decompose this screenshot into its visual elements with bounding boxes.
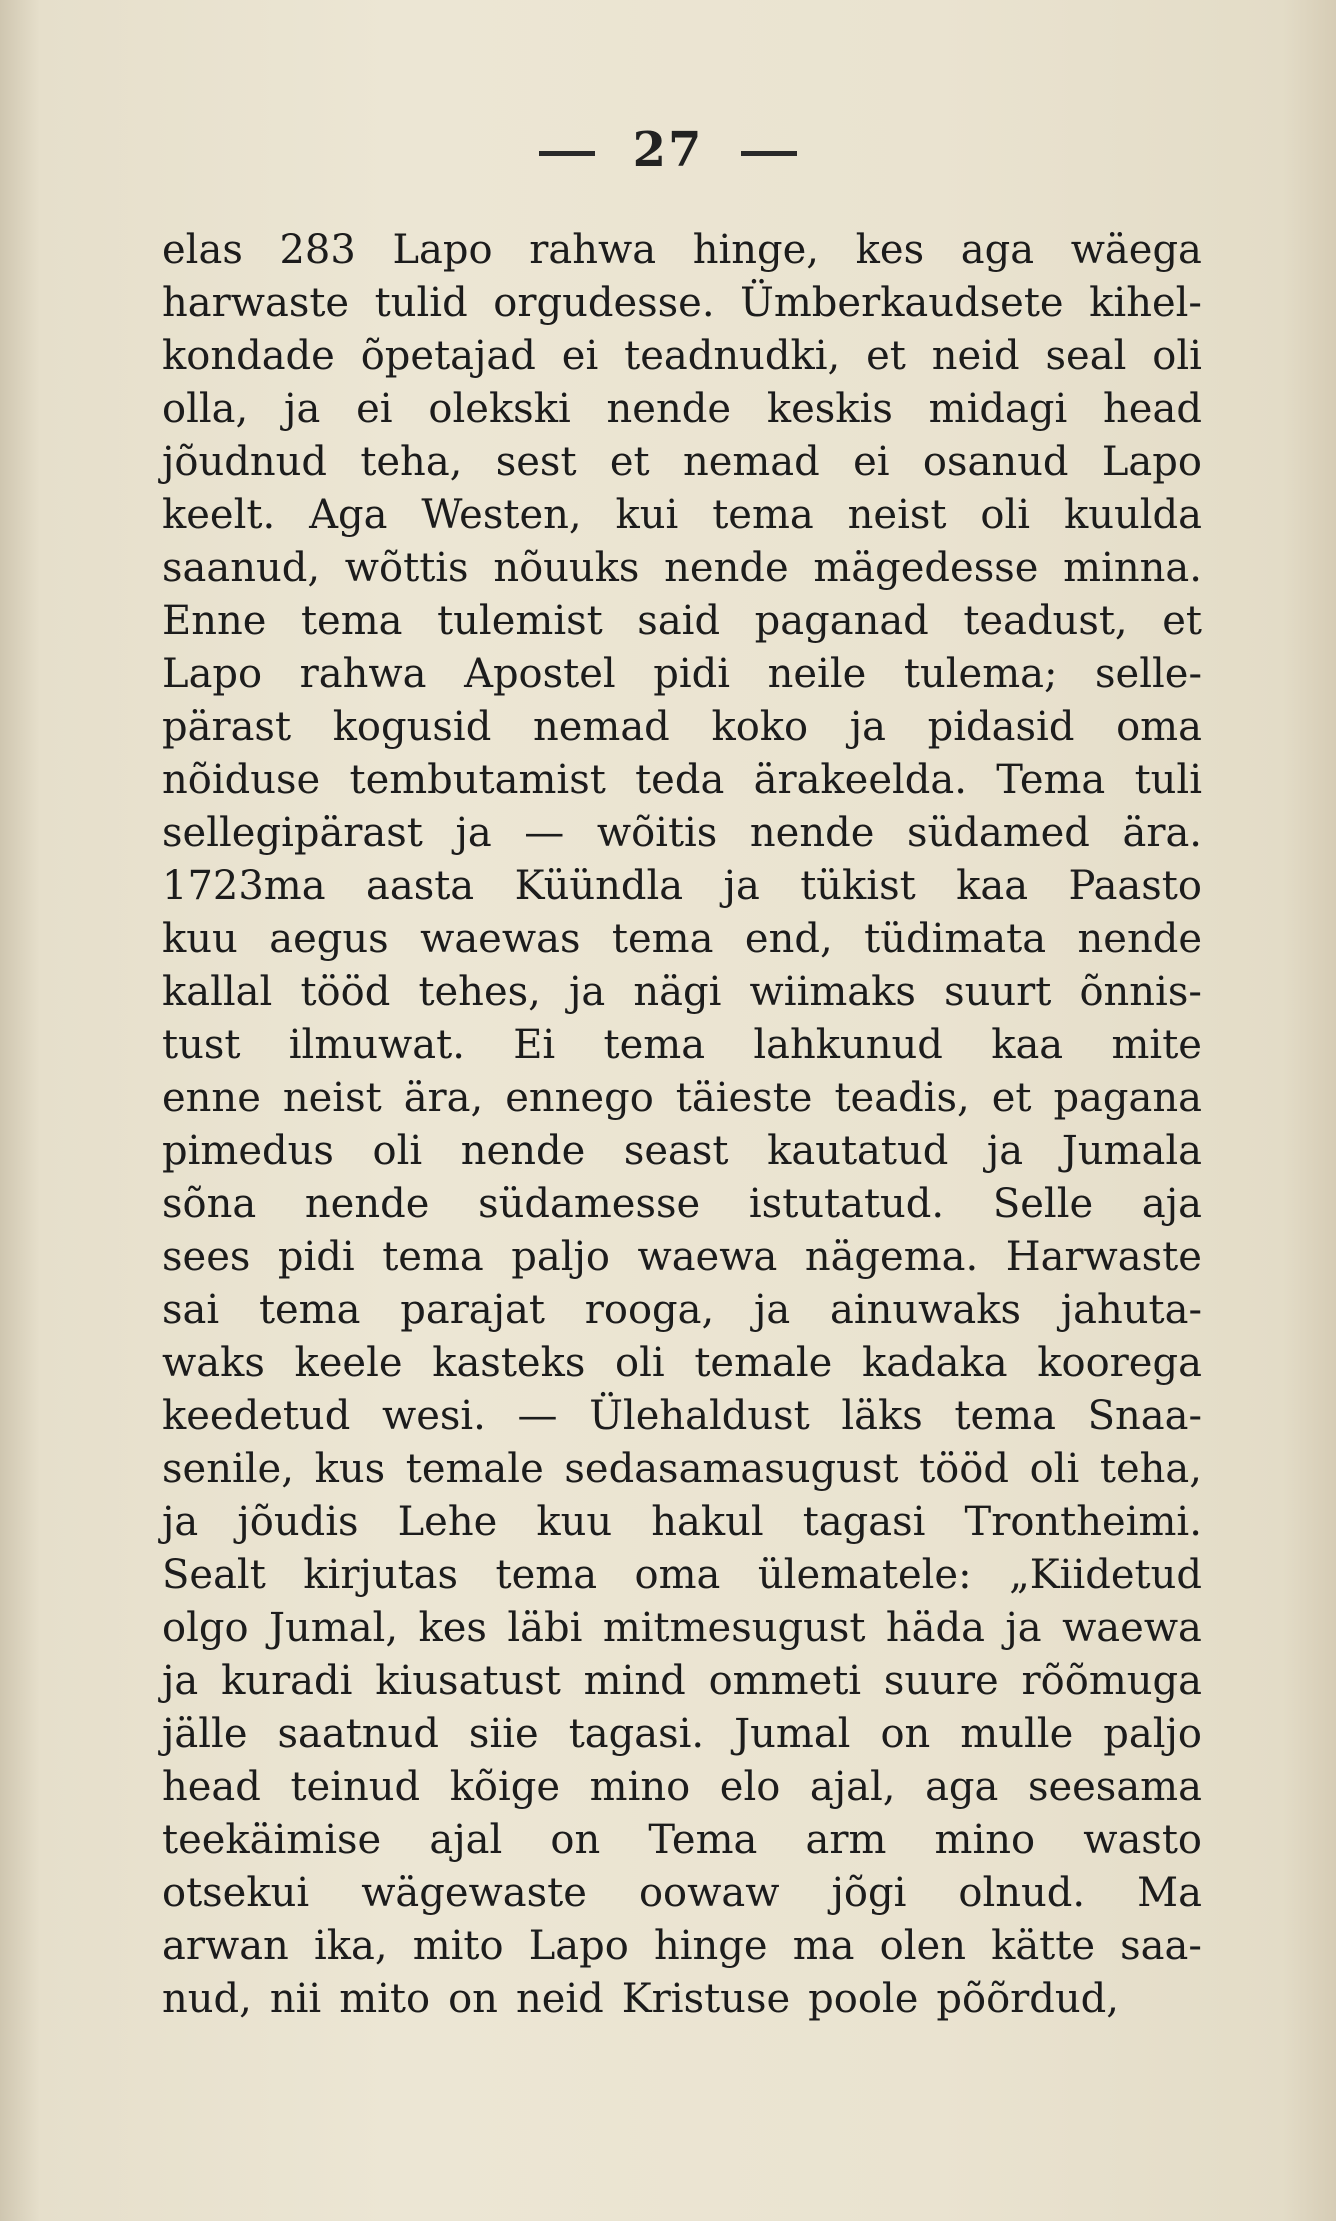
word: täieste [675, 1075, 813, 1121]
word: õpetajad [360, 333, 536, 379]
word: Ümberkaudsete [740, 280, 1064, 326]
word: kes [418, 1605, 487, 1651]
word: wäega [1070, 227, 1202, 273]
word: arm [805, 1817, 887, 1863]
word: Tema [996, 757, 1106, 803]
word: tulid [374, 280, 468, 326]
text-line [162, 860, 1202, 913]
word: tagasi. [568, 1711, 705, 1757]
word: waewas [420, 916, 581, 962]
word: kaa [956, 863, 1029, 909]
word: nägi [633, 969, 722, 1015]
word: Tema [648, 1817, 758, 1863]
word: olla, [162, 386, 249, 432]
word: enne [162, 1075, 261, 1121]
word: ommeti [708, 1658, 862, 1704]
word: pärast [162, 704, 292, 750]
word: kirjutas [303, 1552, 459, 1598]
word: Jumal, [268, 1605, 399, 1651]
word: Sealt [162, 1552, 266, 1598]
word: head [1103, 386, 1202, 432]
text-line [162, 1761, 1202, 1814]
word: ära, [403, 1075, 484, 1121]
word: on [550, 1817, 601, 1863]
word: wägewaste [361, 1870, 587, 1916]
word: Jumal [734, 1711, 851, 1757]
word: wõttis [344, 545, 469, 591]
word: kuu [162, 916, 238, 962]
word: tema [495, 1552, 598, 1598]
word: nemad [682, 439, 820, 485]
word: Enne [162, 598, 267, 644]
word: waewa [637, 1234, 778, 1280]
word: tema [603, 1022, 706, 1068]
text-line [162, 542, 1202, 595]
text-line [162, 966, 1202, 1019]
word: kallal [162, 969, 273, 1015]
word: Ei [513, 1022, 556, 1068]
word: oli [1152, 333, 1202, 379]
page-header [0, 122, 1336, 178]
word: teha, [1099, 1446, 1202, 1492]
word: läbi [507, 1605, 583, 1651]
word: midagi [928, 386, 1068, 432]
word: et [991, 1075, 1032, 1121]
word: et [609, 439, 650, 485]
word: suurt [944, 969, 1052, 1015]
word: — [524, 810, 565, 856]
word: elas [162, 227, 243, 273]
word: kiusatust [375, 1658, 561, 1704]
word: nende [304, 1181, 430, 1227]
word: harwaste [162, 280, 350, 326]
word: teekäimise [162, 1817, 382, 1863]
word: oma [1116, 704, 1202, 750]
word: seal [1045, 333, 1127, 379]
word: nende [1077, 916, 1202, 962]
word: tema [954, 1393, 1056, 1439]
word: südamed [906, 810, 1090, 856]
word: rahwa [299, 651, 427, 697]
word: Kristuse [621, 1976, 791, 2022]
word: kihel- [1089, 280, 1202, 326]
word: hakul [651, 1499, 764, 1545]
word: oma [634, 1552, 721, 1598]
word: neid [931, 333, 1020, 379]
word: kaa [991, 1022, 1064, 1068]
word: oli [1029, 1446, 1080, 1492]
word: Selle [992, 1181, 1094, 1227]
word: koorega [1037, 1340, 1202, 1386]
word: olekski [428, 386, 571, 432]
word: ülematele: [757, 1552, 972, 1598]
word: oowaw [638, 1870, 780, 1916]
word: wasto [1083, 1817, 1202, 1863]
word: saa- [1120, 1923, 1202, 1969]
word: Westen, [421, 492, 582, 538]
word: neist [282, 1075, 382, 1121]
word: keelt. [162, 492, 276, 538]
word: rooga, [584, 1287, 715, 1333]
text-line [162, 330, 1202, 383]
word: ma [792, 1923, 855, 1969]
right-dash [741, 151, 797, 156]
word: neid [515, 1976, 604, 2022]
word: jõgi [831, 1870, 907, 1916]
word: Küündla [514, 863, 684, 909]
text-line [162, 1019, 1202, 1072]
word: kõige [449, 1764, 561, 1810]
word: olnud. [958, 1870, 1086, 1916]
word: jõudis [237, 1499, 359, 1545]
word: sest [495, 439, 577, 485]
word: wõitis [596, 810, 718, 856]
word: nende [749, 810, 875, 856]
word: sai [162, 1287, 220, 1333]
word: tulema; [903, 651, 1058, 697]
word: mitmesugust [602, 1605, 866, 1651]
word: kadaka [861, 1340, 1008, 1386]
text-line [162, 1496, 1202, 1549]
word: tööd [300, 969, 391, 1015]
word: kasteks [432, 1340, 586, 1386]
word: mito [339, 1976, 431, 2022]
word: keele [294, 1340, 403, 1386]
text-line [162, 489, 1202, 542]
word: sellegipärast [162, 810, 423, 856]
word: pidi [277, 1234, 355, 1280]
word: parajat [400, 1287, 545, 1333]
word: senile, [162, 1446, 294, 1492]
word: ja [569, 969, 606, 1015]
word: arwan [162, 1923, 289, 1969]
word: ja [986, 1128, 1024, 1174]
word: poole [808, 1976, 919, 2022]
word: ilmuwat. [288, 1022, 465, 1068]
word: pimedus [162, 1128, 334, 1174]
word: ajal [429, 1817, 503, 1863]
word: Harwaste [1005, 1234, 1202, 1280]
word: paganad [754, 598, 929, 644]
word: Aga [309, 492, 388, 538]
word: tööd [919, 1446, 1009, 1492]
word: temale [405, 1446, 544, 1492]
word: 283 [279, 227, 356, 273]
body-text [162, 224, 1202, 2026]
word: kuu [536, 1499, 613, 1545]
word: kui [615, 492, 679, 538]
word: ainuwaks [829, 1287, 1021, 1333]
word: Trontheimi. [964, 1499, 1202, 1545]
word: nõuuks [493, 545, 640, 591]
word: Jumala [1061, 1128, 1202, 1174]
word: sees [162, 1234, 251, 1280]
word: keedetud [162, 1393, 351, 1439]
word: nõiduse [162, 757, 321, 803]
word: oli [980, 492, 1031, 538]
word: on [880, 1711, 931, 1757]
word: tembutamist [349, 757, 606, 803]
text-line [162, 277, 1202, 330]
text-line [162, 1602, 1202, 1655]
word: neist [847, 492, 947, 538]
word: teha, [360, 439, 463, 485]
word: osanud [922, 439, 1069, 485]
word: lahkunud [753, 1022, 943, 1068]
word: tema [382, 1234, 484, 1280]
word: koko [711, 704, 809, 750]
word: tehes, [418, 969, 541, 1015]
word: et [1162, 598, 1202, 644]
word: tema [712, 492, 814, 538]
text-line [162, 1814, 1202, 1867]
word: end, [744, 916, 833, 962]
word: oli [372, 1128, 423, 1174]
word: Lehe [397, 1499, 498, 1545]
word: nägema. [804, 1234, 979, 1280]
text-line [162, 1178, 1202, 1231]
word: ja [455, 810, 492, 856]
word: keskis [766, 386, 893, 432]
word: teadust, [963, 598, 1128, 644]
word: südamesse [478, 1181, 701, 1227]
word: aga [925, 1764, 999, 1810]
word: seast [623, 1128, 729, 1174]
word: suure [883, 1658, 999, 1704]
word: kogusid [332, 704, 492, 750]
word: mino [589, 1764, 691, 1810]
word: et [866, 333, 906, 379]
word: hinge, [692, 227, 820, 273]
word: aasta [366, 863, 475, 909]
word: Apostel [464, 651, 616, 697]
word: Lapo [162, 651, 263, 697]
word: ennego [505, 1075, 654, 1121]
text-line [162, 1443, 1202, 1496]
word: on [448, 1976, 498, 2022]
word: said [637, 598, 721, 644]
word: kuulda [1063, 492, 1202, 538]
word: kus [314, 1446, 386, 1492]
word: ja [162, 1499, 199, 1545]
word: Paasto [1068, 863, 1202, 909]
word: pidi [653, 651, 731, 697]
word: aegus [269, 916, 389, 962]
word: paljo [1103, 1711, 1202, 1757]
word: tüdimata [864, 916, 1047, 962]
word: elo [719, 1764, 781, 1810]
text-line [162, 1284, 1202, 1337]
word: jahuta- [1060, 1287, 1202, 1333]
word: rahwa [529, 227, 657, 273]
word: Lapo [1101, 439, 1202, 485]
word: Ma [1137, 1870, 1202, 1916]
word: Lapo [392, 227, 493, 273]
text-line [162, 1708, 1202, 1761]
word: tema [300, 598, 403, 644]
word: olen [879, 1923, 966, 1969]
word: head [162, 1764, 261, 1810]
word: kuradi [221, 1658, 353, 1704]
word: kätte [991, 1923, 1095, 1969]
text-line [162, 224, 1202, 277]
word: teadnudki, [624, 333, 841, 379]
word: pagana [1053, 1075, 1202, 1121]
word: ja [849, 704, 886, 750]
word: ja [162, 1658, 199, 1704]
word: ärakeelda. [753, 757, 967, 803]
word: teda [635, 757, 725, 803]
text-line [162, 913, 1202, 966]
word: mägedesse [813, 545, 1039, 591]
word: aga [960, 227, 1035, 273]
word: neile [767, 651, 867, 697]
word: ika, [313, 1923, 388, 1969]
word: jõudnud [162, 439, 327, 485]
word: ja [1005, 1605, 1042, 1651]
word: tust [162, 1022, 241, 1068]
word: põõrdud, [936, 1976, 1119, 2022]
word: olgo [162, 1605, 249, 1651]
word: wiimaks [749, 969, 916, 1015]
word: teadis, [834, 1075, 970, 1121]
word: nende [606, 386, 732, 432]
text-line [162, 701, 1202, 754]
word: istutatud. [748, 1181, 945, 1227]
word: saanud, [162, 545, 321, 591]
word: aja [1141, 1181, 1202, 1227]
word: rõõmuga [1021, 1658, 1202, 1704]
word: paljo [511, 1234, 610, 1280]
word: tükist [800, 863, 916, 909]
word: otsekui [162, 1870, 310, 1916]
word: nii [269, 1976, 322, 2022]
text-line [162, 754, 1202, 807]
word: nemad [532, 704, 670, 750]
word: kes [855, 227, 925, 273]
word: mito [412, 1923, 504, 1969]
text-line [162, 1655, 1202, 1708]
word: waewa [1062, 1605, 1202, 1651]
text-line [162, 595, 1202, 648]
word: tema [258, 1287, 361, 1333]
word: ei [853, 439, 890, 485]
word: tulemist [437, 598, 603, 644]
text-line [162, 1549, 1202, 1602]
text-line [162, 1125, 1202, 1178]
word: hinge [653, 1923, 768, 1969]
text-line [162, 1072, 1202, 1125]
page-number: 27 [632, 122, 704, 178]
text-line [162, 1390, 1202, 1443]
word: ja [723, 863, 760, 909]
word: mino [934, 1817, 1036, 1863]
word: tuli [1134, 757, 1202, 803]
word: kondade [162, 333, 335, 379]
text-line [162, 436, 1202, 489]
text-line [162, 1973, 1202, 2026]
word: ära. [1122, 810, 1202, 856]
word: wesi. [381, 1393, 486, 1439]
word: läks [841, 1393, 923, 1439]
word: pidasid [927, 704, 1075, 750]
word: ei [561, 333, 599, 379]
text-line [162, 1231, 1202, 1284]
word: minna. [1063, 545, 1202, 591]
word: ajal, [809, 1764, 896, 1810]
word: ei [356, 386, 393, 432]
word: orgudesse. [493, 280, 715, 326]
word: nende [664, 545, 789, 591]
word: Snaa- [1087, 1393, 1202, 1439]
text-line [162, 383, 1202, 436]
word: nud, [162, 1976, 252, 2022]
word: — [517, 1393, 558, 1439]
word: häda [885, 1605, 985, 1651]
word: õnnis- [1079, 969, 1202, 1015]
word: waks [162, 1340, 265, 1386]
word: „Kiidetud [1009, 1552, 1202, 1598]
text-line [162, 807, 1202, 860]
word: tema [611, 916, 714, 962]
word: kautatud [767, 1128, 949, 1174]
word: tagasi [802, 1499, 926, 1545]
word: ja [753, 1287, 791, 1333]
text-line [162, 648, 1202, 701]
word: mulle [960, 1711, 1074, 1757]
text-line [162, 1920, 1202, 1973]
word: sõna [162, 1181, 257, 1227]
word: sedasamasugust [564, 1446, 899, 1492]
word: teinud [290, 1764, 421, 1810]
word: selle- [1095, 651, 1202, 697]
left-dash [539, 151, 595, 156]
word: ja [284, 386, 321, 432]
word: mind [583, 1658, 686, 1704]
word: siie [468, 1711, 539, 1757]
word: 1723ma [162, 863, 326, 909]
text-line [162, 1867, 1202, 1920]
text-line [162, 1337, 1202, 1390]
word: saatnud [277, 1711, 439, 1757]
word: jälle [162, 1711, 248, 1757]
word: Lapo [528, 1923, 629, 1969]
word: nende [460, 1128, 586, 1174]
word: Ülehaldust [589, 1393, 810, 1439]
word: temale [694, 1340, 833, 1386]
word: mite [1111, 1022, 1202, 1068]
word: seesama [1027, 1764, 1202, 1810]
word: oli [615, 1340, 665, 1386]
